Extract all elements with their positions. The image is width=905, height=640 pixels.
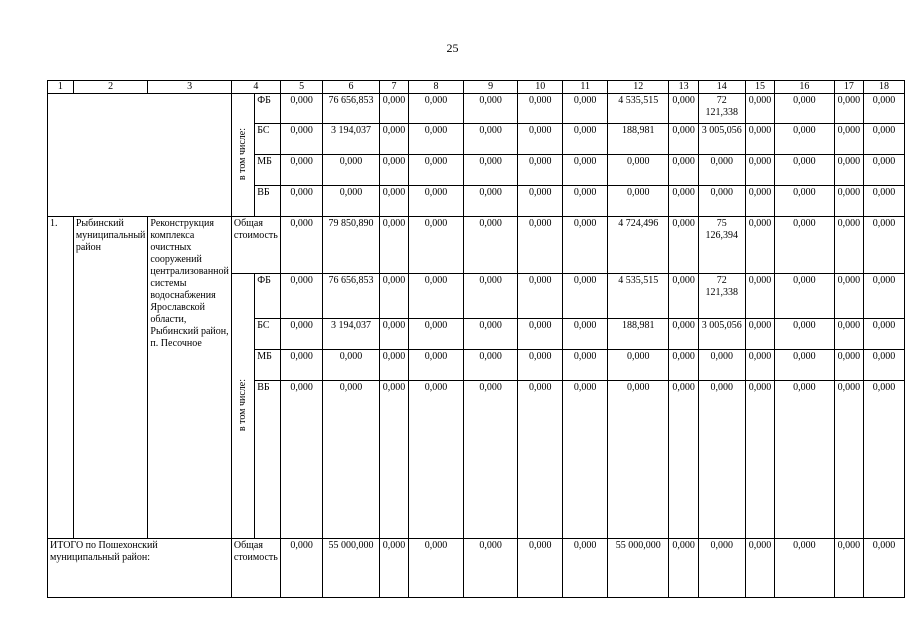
value-cell: 0,000	[563, 94, 608, 124]
value-cell: 3 194,037	[323, 319, 379, 350]
value-cell: 0,000	[280, 155, 322, 186]
value-cell: 0,000	[463, 381, 518, 539]
value-cell: 0,000	[518, 350, 563, 381]
value-cell: 0,000	[775, 350, 834, 381]
value-cell: 4 535,515	[608, 274, 669, 319]
value-cell: 0,000	[409, 155, 464, 186]
column-header: 1	[48, 81, 74, 94]
value-cell: 0,000	[669, 217, 699, 274]
value-cell: 0,000	[698, 155, 745, 186]
value-cell: 0,000	[409, 217, 464, 274]
total-cost-label: Общая стоимость	[231, 539, 280, 598]
value-cell: 0,000	[669, 155, 699, 186]
value-cell: 0,000	[518, 155, 563, 186]
value-cell: 0,000	[409, 124, 464, 155]
value-cell: 0,000	[280, 94, 322, 124]
column-header: 3	[148, 81, 231, 94]
value-cell: 3 005,056	[698, 319, 745, 350]
value-cell: 0,000	[608, 186, 669, 217]
value-cell: 188,981	[608, 319, 669, 350]
vertical-label: в том числе:	[237, 378, 249, 432]
value-cell: 0,000	[698, 186, 745, 217]
funding-label: ФБ	[255, 94, 281, 124]
blank-cell	[48, 94, 232, 217]
value-cell: 0,000	[280, 186, 322, 217]
total-cost-label: Общая стоимость	[231, 217, 280, 274]
value-cell: 0,000	[864, 539, 905, 598]
value-cell: 0,000	[280, 217, 322, 274]
funding-label: МБ	[255, 350, 281, 381]
value-cell: 0,000	[280, 539, 322, 598]
value-cell: 0,000	[563, 217, 608, 274]
value-cell: 0,000	[608, 350, 669, 381]
value-cell: 0,000	[669, 124, 699, 155]
value-cell: 79 850,890	[323, 217, 379, 274]
value-cell: 0,000	[864, 381, 905, 539]
value-cell: 0,000	[775, 319, 834, 350]
value-cell: 0,000	[379, 381, 409, 539]
column-header: 4	[231, 81, 280, 94]
funding-label: МБ	[255, 155, 281, 186]
column-header: 16	[775, 81, 834, 94]
value-cell: 72 121,338	[698, 94, 745, 124]
value-cell: 0,000	[669, 381, 699, 539]
value-cell: 0,000	[463, 155, 518, 186]
column-header: 14	[698, 81, 745, 94]
value-cell: 0,000	[323, 155, 379, 186]
value-cell: 0,000	[518, 94, 563, 124]
funding-label: ВБ	[255, 186, 281, 217]
value-cell: 0,000	[280, 381, 322, 539]
value-cell: 0,000	[745, 539, 775, 598]
value-cell: 0,000	[379, 155, 409, 186]
column-header: 7	[379, 81, 409, 94]
value-cell: 0,000	[834, 186, 864, 217]
value-cell: 0,000	[463, 94, 518, 124]
value-cell: 0,000	[834, 350, 864, 381]
column-header: 12	[608, 81, 669, 94]
value-cell: 0,000	[323, 381, 379, 539]
value-cell: 76 656,853	[323, 94, 379, 124]
value-cell: 0,000	[608, 155, 669, 186]
funding-label: ВБ	[255, 381, 281, 539]
value-cell: 0,000	[834, 319, 864, 350]
value-cell: 0,000	[409, 381, 464, 539]
value-cell: 0,000	[834, 94, 864, 124]
column-header: 9	[463, 81, 518, 94]
value-cell: 0,000	[323, 186, 379, 217]
value-cell: 0,000	[864, 124, 905, 155]
value-cell: 0,000	[463, 319, 518, 350]
column-header: 6	[323, 81, 379, 94]
value-cell: 0,000	[563, 186, 608, 217]
total-row	[48, 539, 905, 598]
value-cell: 0,000	[379, 539, 409, 598]
value-cell: 188,981	[608, 124, 669, 155]
value-cell: 0,000	[745, 94, 775, 124]
value-cell: 0,000	[379, 94, 409, 124]
value-cell: 0,000	[409, 350, 464, 381]
value-cell: 4 724,496	[608, 217, 669, 274]
value-cell: 0,000	[745, 124, 775, 155]
value-cell: 0,000	[463, 186, 518, 217]
district-name: Рыбинский муниципальный район	[73, 217, 148, 539]
value-cell: 0,000	[745, 319, 775, 350]
value-cell: 0,000	[834, 124, 864, 155]
value-cell: 0,000	[864, 274, 905, 319]
value-cell: 0,000	[518, 381, 563, 539]
column-header: 5	[280, 81, 322, 94]
value-cell: 0,000	[745, 186, 775, 217]
value-cell: 0,000	[775, 274, 834, 319]
value-cell: 0,000	[608, 381, 669, 539]
value-cell: 0,000	[518, 217, 563, 274]
value-cell: 0,000	[864, 94, 905, 124]
value-cell: 0,000	[745, 350, 775, 381]
table-row	[48, 217, 905, 274]
page-number: 25	[446, 41, 459, 55]
value-cell: 0,000	[379, 319, 409, 350]
value-cell: 55 000,000	[608, 539, 669, 598]
item-number: 1.	[48, 217, 74, 539]
value-cell: 0,000	[669, 539, 699, 598]
object-name: Реконструкция комплекса очистных сооружений централизованной системы водоснабжения Ярославской области, Рыбинский район, п. Песочное	[148, 217, 231, 539]
value-cell: 0,000	[698, 539, 745, 598]
value-cell: 0,000	[518, 124, 563, 155]
value-cell: 0,000	[563, 350, 608, 381]
value-cell: 0,000	[864, 217, 905, 274]
funding-label: БС	[255, 124, 281, 155]
value-cell: 76 656,853	[323, 274, 379, 319]
value-cell: 0,000	[379, 350, 409, 381]
value-cell: 0,000	[698, 381, 745, 539]
vertical-label-cell	[231, 94, 254, 217]
value-cell: 0,000	[745, 274, 775, 319]
value-cell: 0,000	[834, 155, 864, 186]
table-row	[48, 94, 905, 124]
value-cell: 0,000	[463, 350, 518, 381]
value-cell: 4 535,515	[608, 94, 669, 124]
vertical-label: в том числе:	[237, 127, 249, 181]
value-cell: 3 005,056	[698, 124, 745, 155]
value-cell: 0,000	[379, 186, 409, 217]
value-cell: 0,000	[745, 381, 775, 539]
value-cell: 0,000	[775, 124, 834, 155]
value-cell: 0,000	[775, 381, 834, 539]
value-cell: 0,000	[775, 155, 834, 186]
value-cell: 0,000	[834, 274, 864, 319]
column-header: 18	[864, 81, 905, 94]
vertical-label-cell	[231, 274, 254, 539]
value-cell: 0,000	[775, 94, 834, 124]
value-cell: 0,000	[518, 539, 563, 598]
value-cell: 0,000	[463, 274, 518, 319]
column-header: 10	[518, 81, 563, 94]
value-cell: 0,000	[563, 274, 608, 319]
column-header: 13	[669, 81, 699, 94]
value-cell: 0,000	[563, 539, 608, 598]
value-cell: 0,000	[463, 217, 518, 274]
value-cell: 0,000	[669, 186, 699, 217]
value-cell: 0,000	[834, 381, 864, 539]
value-cell: 0,000	[698, 350, 745, 381]
value-cell: 0,000	[409, 94, 464, 124]
column-header: 8	[409, 81, 464, 94]
funding-label: ФБ	[255, 274, 281, 319]
value-cell: 0,000	[563, 124, 608, 155]
value-cell: 0,000	[745, 217, 775, 274]
value-cell: 0,000	[323, 350, 379, 381]
value-cell: 0,000	[745, 155, 775, 186]
budget-table	[47, 80, 905, 598]
value-cell: 0,000	[775, 186, 834, 217]
value-cell: 0,000	[563, 381, 608, 539]
value-cell: 0,000	[518, 274, 563, 319]
value-cell: 55 000,000	[323, 539, 379, 598]
value-cell: 0,000	[669, 274, 699, 319]
value-cell: 75 126,394	[698, 217, 745, 274]
value-cell: 0,000	[864, 319, 905, 350]
value-cell: 0,000	[280, 124, 322, 155]
value-cell: 0,000	[463, 539, 518, 598]
value-cell: 0,000	[280, 350, 322, 381]
value-cell: 0,000	[864, 155, 905, 186]
column-header: 15	[745, 81, 775, 94]
value-cell: 0,000	[775, 539, 834, 598]
value-cell: 0,000	[563, 155, 608, 186]
value-cell: 0,000	[463, 124, 518, 155]
funding-label: БС	[255, 319, 281, 350]
value-cell: 0,000	[864, 350, 905, 381]
column-header: 2	[73, 81, 148, 94]
value-cell: 0,000	[518, 319, 563, 350]
value-cell: 0,000	[834, 539, 864, 598]
value-cell: 0,000	[409, 539, 464, 598]
value-cell: 0,000	[280, 274, 322, 319]
value-cell: 0,000	[669, 319, 699, 350]
value-cell: 0,000	[834, 217, 864, 274]
column-header: 11	[563, 81, 608, 94]
value-cell: 0,000	[409, 186, 464, 217]
value-cell: 0,000	[518, 186, 563, 217]
header-row	[48, 81, 905, 94]
value-cell: 0,000	[775, 217, 834, 274]
value-cell: 0,000	[669, 350, 699, 381]
value-cell: 0,000	[409, 319, 464, 350]
value-cell: 0,000	[864, 186, 905, 217]
value-cell: 0,000	[379, 124, 409, 155]
value-cell: 0,000	[669, 94, 699, 124]
value-cell: 0,000	[409, 274, 464, 319]
value-cell: 72 121,338	[698, 274, 745, 319]
column-header: 17	[834, 81, 864, 94]
value-cell: 3 194,037	[323, 124, 379, 155]
value-cell: 0,000	[563, 319, 608, 350]
value-cell: 0,000	[379, 274, 409, 319]
value-cell: 0,000	[379, 217, 409, 274]
value-cell: 0,000	[280, 319, 322, 350]
total-label: ИТОГО по Пошехонский муниципальный район:	[48, 539, 232, 598]
